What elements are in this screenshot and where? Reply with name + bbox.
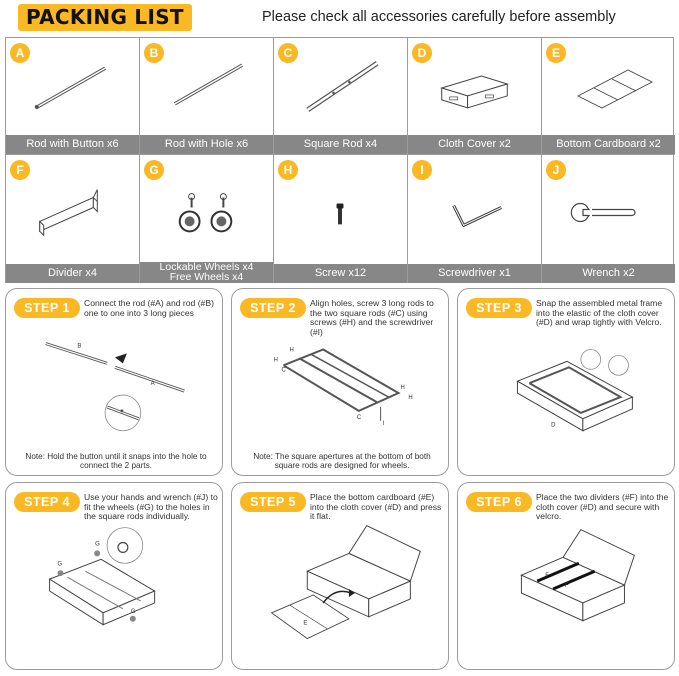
part-label: Rod with Hole x6 bbox=[140, 135, 273, 154]
cloth-cover-icon bbox=[408, 38, 541, 134]
cardboard-icon bbox=[542, 38, 675, 134]
part-h bbox=[274, 155, 408, 283]
cover-wrap-illustration bbox=[458, 327, 674, 473]
rod-icon bbox=[140, 38, 273, 134]
square-rod-c-label: C bbox=[356, 414, 362, 421]
step-title: STEP 5 bbox=[240, 492, 306, 512]
step-4 bbox=[5, 482, 223, 670]
packing-list-grid bbox=[5, 37, 674, 283]
screwdriver-i-label: I bbox=[382, 420, 385, 427]
square-rod-icon bbox=[274, 38, 407, 134]
wheel-g-label: G bbox=[57, 561, 63, 568]
step-2 bbox=[231, 288, 449, 476]
part-letter-badge: B bbox=[144, 43, 164, 63]
cover-d-label: D bbox=[551, 422, 556, 429]
wheel-g-label: G bbox=[95, 541, 100, 548]
part-letter-badge: F bbox=[10, 160, 30, 180]
part-letter-badge: G bbox=[144, 160, 164, 180]
part-f bbox=[6, 155, 140, 283]
step-description: Place the two dividers (#F) into the cloth cover (#D) and secure with velcro. bbox=[536, 492, 669, 522]
rod-b-label: B bbox=[77, 343, 82, 350]
part-label: Divider x4 bbox=[6, 264, 139, 283]
step-note: Note: The square apertures at the bottom of both square rods are designed for wheels. bbox=[253, 452, 431, 471]
part-label: Screwdriver x1 bbox=[408, 264, 541, 283]
cardboard-e-label: E bbox=[303, 620, 308, 627]
step-title: STEP 1 bbox=[14, 298, 80, 318]
part-label: Cloth Cover x2 bbox=[408, 135, 541, 154]
part-b bbox=[140, 38, 274, 155]
part-c bbox=[274, 38, 408, 155]
cardboard-insert-illustration bbox=[232, 521, 448, 667]
step-description: Snap the assembled metal frame into the elastic of the cloth cover (#D) and wrap tightly with Velcro. bbox=[536, 298, 663, 328]
part-i bbox=[408, 155, 542, 283]
step-3 bbox=[457, 288, 675, 476]
part-letter-badge: C bbox=[278, 43, 298, 63]
step-description: Connect the rod (#A) and rod (#B) one to one into 3 long pieces bbox=[84, 298, 214, 318]
part-letter-badge: A bbox=[10, 43, 30, 63]
part-letter-badge: E bbox=[546, 43, 566, 63]
part-label: Square Rod x4 bbox=[274, 135, 407, 154]
step-title: STEP 3 bbox=[466, 298, 532, 318]
part-label bbox=[140, 262, 273, 283]
wheel-install-illustration bbox=[6, 521, 222, 667]
screw-h-label: H bbox=[273, 357, 278, 364]
screw-h-label: H bbox=[408, 395, 413, 402]
wrench-icon bbox=[542, 155, 675, 260]
part-label: Screw x12 bbox=[274, 264, 407, 283]
part-label: Wrench x2 bbox=[542, 264, 675, 283]
part-label: Bottom Cardboard x2 bbox=[542, 135, 675, 154]
screw-icon bbox=[274, 155, 407, 260]
rod-icon bbox=[6, 38, 139, 134]
hex-key-icon bbox=[408, 155, 541, 260]
divider-insert-illustration bbox=[458, 521, 674, 667]
step-title: STEP 2 bbox=[240, 298, 306, 318]
step-5 bbox=[231, 482, 449, 670]
part-letter-badge: D bbox=[412, 43, 432, 63]
divider-f-label: F bbox=[565, 583, 569, 590]
page-title: PACKING LIST bbox=[18, 4, 192, 31]
divider-f-label: F bbox=[545, 573, 549, 580]
header bbox=[0, 0, 679, 36]
step-note: Note: Hold the button until it snaps into the hole to connect the 2 parts. bbox=[25, 452, 207, 471]
page-subtitle: Please check all accessories carefully before assembly bbox=[262, 9, 616, 25]
step-title: STEP 6 bbox=[466, 492, 532, 512]
wheels-icon bbox=[140, 155, 273, 260]
part-d bbox=[408, 38, 542, 155]
part-label-line-2: Free Wheels x4 bbox=[169, 271, 244, 283]
screw-h-label: H bbox=[400, 385, 405, 392]
part-e bbox=[542, 38, 675, 155]
part-label-line-1: Lockable Wheels x4 bbox=[159, 261, 254, 273]
part-letter-badge: H bbox=[278, 160, 298, 180]
part-g bbox=[140, 155, 274, 283]
step-description: Place the bottom cardboard (#E) into the cloth cover (#D) and press it flat. bbox=[310, 492, 442, 522]
step-6 bbox=[457, 482, 675, 670]
step-description: Use your hands and wrench (#J) to fit the wheels (#G) to the holes in the square rods individually. bbox=[84, 492, 218, 522]
part-letter-badge: J bbox=[546, 160, 566, 180]
rod-a-label: A bbox=[150, 381, 155, 388]
screw-h-label: H bbox=[289, 347, 294, 354]
step-title: STEP 4 bbox=[14, 492, 80, 512]
step-1 bbox=[5, 288, 223, 476]
square-rod-c-label: C bbox=[281, 367, 286, 374]
part-j bbox=[542, 155, 675, 283]
divider-icon bbox=[6, 155, 139, 260]
part-letter-badge: I bbox=[412, 160, 432, 180]
wheel-g-label: G bbox=[130, 608, 136, 615]
step-description: Align holes, screw 3 long rods to the two square rods (#C) using screws (#H) and the screwdriver (#I) bbox=[310, 298, 434, 337]
part-a bbox=[6, 38, 140, 155]
part-label: Rod with Button x6 bbox=[6, 135, 139, 154]
